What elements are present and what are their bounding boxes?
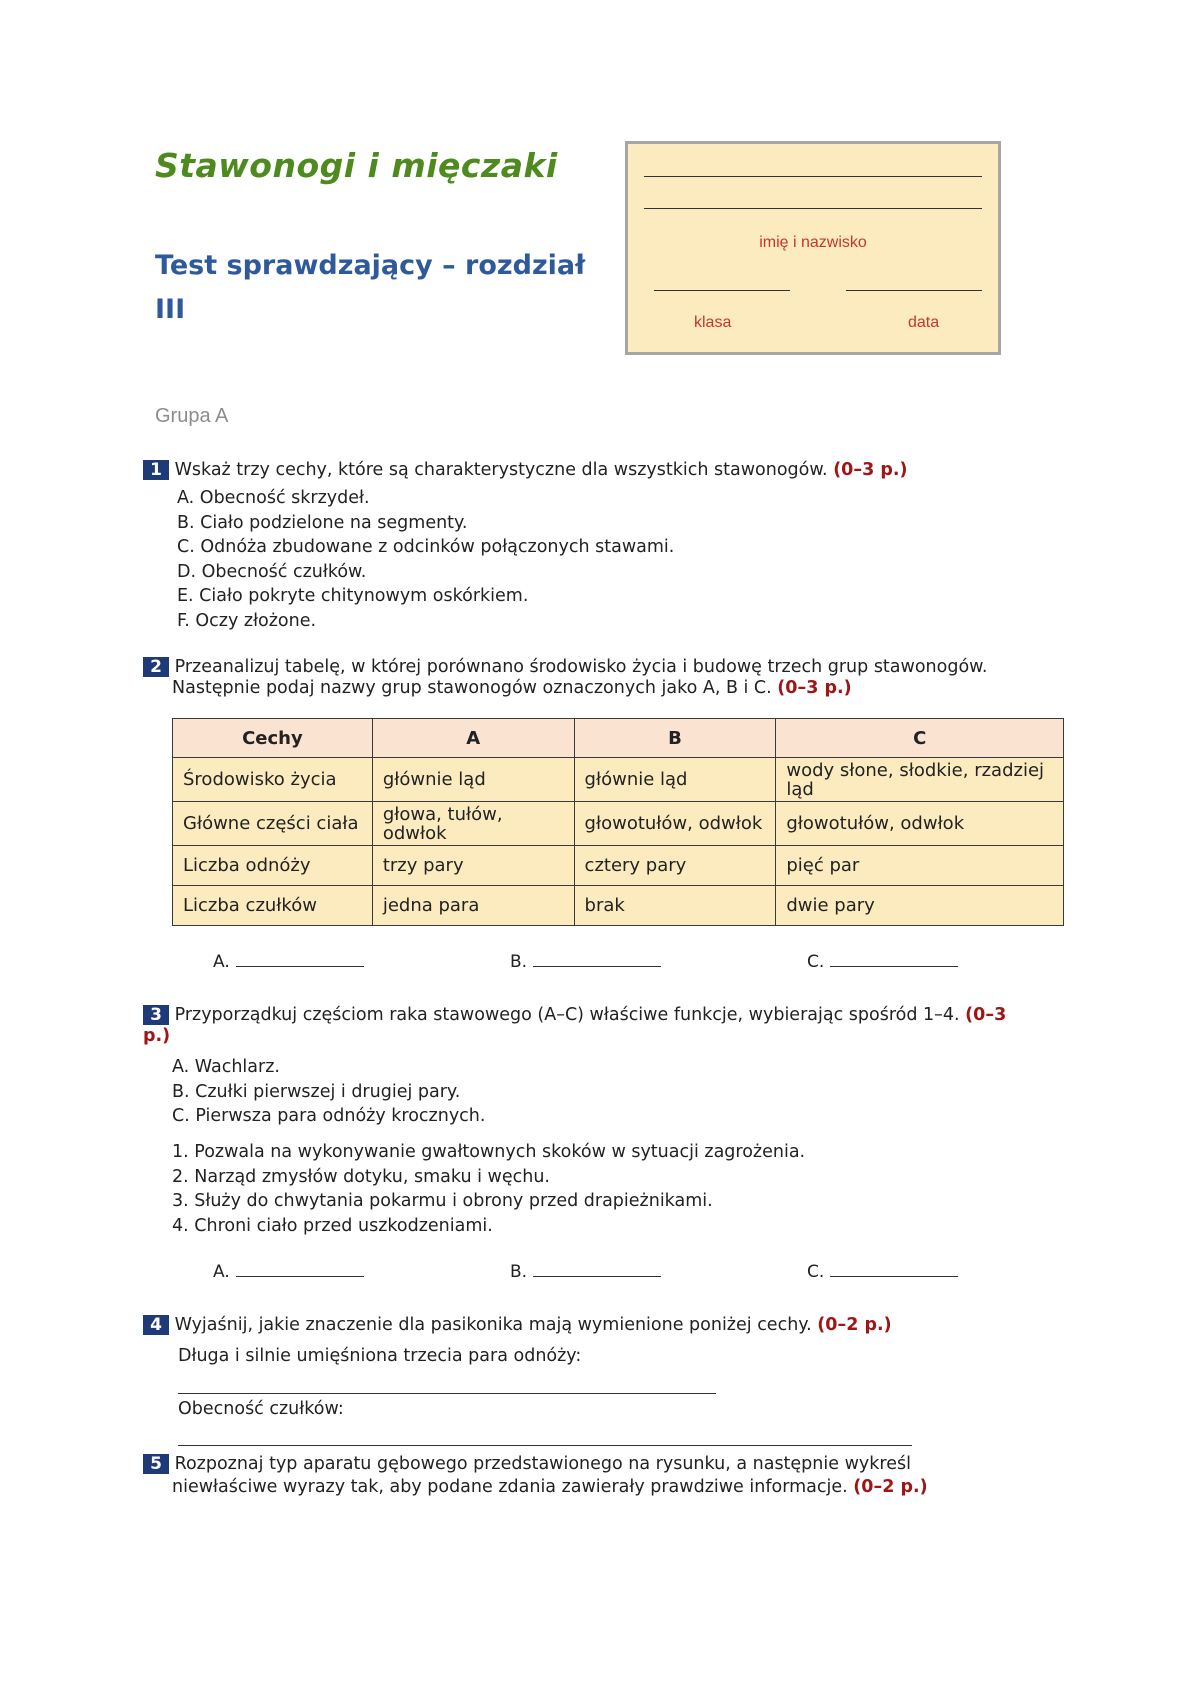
table-cell: Środowisko życia <box>173 758 373 802</box>
option-c[interactable]: C. Odnóża zbudowane z odcinków połączonych stawami. <box>177 537 675 557</box>
answer-label: A. <box>213 1262 230 1282</box>
question-number-badge: 4 <box>143 1315 169 1335</box>
table-cell: głównie ląd <box>372 758 574 802</box>
answer-blank[interactable] <box>236 1260 364 1277</box>
table-cell: głównie ląd <box>574 758 776 802</box>
question-4 <box>143 1314 892 1336</box>
answer-label: B. <box>510 952 528 972</box>
question-5-continued <box>172 1476 928 1498</box>
q4-item-2: Obecność czułków: <box>178 1399 344 1419</box>
table-cell: jedna para <box>372 886 574 926</box>
table-row <box>173 886 1064 926</box>
function-1: 1. Pozwala na wykonywanie gwałtownych skoków w sytuacji zagrożenia. <box>172 1142 806 1162</box>
table-row <box>173 802 1064 846</box>
option-d[interactable]: D. Obecność czułków. <box>177 561 367 582</box>
table-header-cell: Cechy <box>173 719 373 758</box>
answer-label: A. <box>213 952 230 972</box>
answer-blank[interactable] <box>830 1260 958 1277</box>
name-line-2[interactable] <box>644 208 982 209</box>
function-2: 2. Narząd zmysłów dotyku, smaku i węchu. <box>172 1166 550 1187</box>
question-text-line-1: Przeanalizuj tabelę, w której porównano środowisko życia i budowę trzech grup stawonogów. <box>174 657 988 677</box>
question-points: p.) <box>143 1026 171 1046</box>
question-3 <box>143 1004 1006 1026</box>
date-line[interactable] <box>846 290 982 291</box>
answer-line-1[interactable] <box>178 1393 716 1394</box>
answer-field-b[interactable] <box>510 1260 661 1282</box>
table-cell: dwie pary <box>776 886 1064 926</box>
question-points: (0–3 p.) <box>833 460 908 480</box>
arthropod-comparison-table <box>172 718 1064 926</box>
student-info-box <box>625 141 1001 355</box>
question-text: Wskaż trzy cechy, które są charakterystyczne dla wszystkich stawonogów. <box>174 460 828 480</box>
part-b: B. Czułki pierwszej i drugiej pary. <box>172 1081 461 1102</box>
function-3: 3. Służy do chwytania pokarmu i obrony przed drapieżnikami. <box>172 1191 713 1211</box>
worksheet-subtitle: Test sprawdzający – rozdział III <box>155 250 586 325</box>
group-label: Grupa A <box>155 405 229 427</box>
class-label: klasa <box>694 314 732 331</box>
question-1 <box>143 459 908 481</box>
q3-parts <box>172 1055 485 1129</box>
table-row <box>173 846 1064 886</box>
table-cell: Liczba czułków <box>173 886 373 926</box>
table-header-cell: B <box>574 719 776 758</box>
table-header-row <box>173 719 1064 758</box>
table-header-cell: C <box>776 719 1064 758</box>
table-cell: cztery pary <box>574 846 776 886</box>
answer-label: B. <box>510 1262 528 1282</box>
answer-blank[interactable] <box>533 1260 661 1277</box>
part-c: C. Pierwsza para odnóży krocznych. <box>172 1106 486 1126</box>
answer-label: C. <box>807 952 825 972</box>
option-e[interactable]: E. Ciało pokryte chitynowym oskórkiem. <box>177 586 529 606</box>
answer-field-a[interactable] <box>213 1260 364 1282</box>
option-a[interactable]: A. Obecność skrzydeł. <box>177 488 370 508</box>
answer-label: C. <box>807 1262 825 1282</box>
name-line-1[interactable] <box>644 176 982 177</box>
function-4: 4. Chroni ciało przed uszkodzeniami. <box>172 1215 493 1236</box>
table-cell: Główne części ciała <box>173 802 373 846</box>
table-cell: pięć par <box>776 846 1064 886</box>
date-label: data <box>908 314 940 331</box>
q1-options <box>177 486 674 633</box>
q3-functions <box>172 1140 805 1238</box>
question-text: Wyjaśnij, jakie znaczenie dla pasikonika mają wymienione poniżej cechy. <box>174 1315 812 1335</box>
question-text: Przyporządkuj częściom raka stawowego (A–C) właściwe funkcje, wybierając spośród 1–4. <box>174 1005 960 1025</box>
table-cell: trzy pary <box>372 846 574 886</box>
answer-field-a[interactable] <box>213 950 364 972</box>
answer-field-c[interactable] <box>807 950 958 972</box>
question-number-badge: 5 <box>143 1454 169 1474</box>
table-cell: brak <box>574 886 776 926</box>
question-points: (0–2 p.) <box>817 1315 892 1335</box>
table-cell: głowotułów, odwłok <box>574 802 776 846</box>
answer-blank[interactable] <box>533 950 661 967</box>
worksheet-title: Stawonogi i mięczaki <box>155 146 558 185</box>
question-3-points-continued <box>143 1025 170 1047</box>
answer-line-2[interactable] <box>178 1445 912 1446</box>
question-2-continued <box>172 677 852 699</box>
part-a: A. Wachlarz. <box>172 1057 280 1077</box>
question-number-badge: 1 <box>143 460 169 480</box>
q4-item-1: Długa i silnie umięśniona trzecia para odnóży: <box>178 1346 582 1366</box>
table-cell: głowa, tułów, odwłok <box>372 802 574 846</box>
question-5 <box>143 1453 911 1475</box>
question-number-badge: 2 <box>143 657 169 677</box>
option-b[interactable]: B. Ciało podzielone na segmenty. <box>177 512 468 533</box>
option-f[interactable]: F. Oczy złożone. <box>177 610 317 631</box>
table-cell: wody słone, słodkie, rzadziej ląd <box>776 758 1064 802</box>
table-header-cell: A <box>372 719 574 758</box>
question-text-line-2: niewłaściwe wyrazy tak, aby podane zdania zawierały prawdziwe informacje. <box>172 1477 848 1497</box>
answer-field-c[interactable] <box>807 1260 958 1282</box>
name-label: imię i nazwisko <box>759 234 867 251</box>
class-line[interactable] <box>654 290 790 291</box>
answer-blank[interactable] <box>830 950 958 967</box>
table-cell: Liczba odnóży <box>173 846 373 886</box>
question-2 <box>143 656 987 678</box>
question-text-line-2: Następnie podaj nazwy grup stawonogów oznaczonych jako A, B i C. <box>172 678 772 698</box>
table-cell: głowotułów, odwłok <box>776 802 1064 846</box>
question-number-badge: 3 <box>143 1005 169 1025</box>
question-points: (0–3 p.) <box>777 678 852 698</box>
question-points: (0–3 <box>965 1005 1007 1025</box>
question-text-line-1: Rozpoznaj typ aparatu gębowego przedstawionego na rysunku, a następnie wykreśl <box>174 1454 911 1474</box>
table-row <box>173 758 1064 802</box>
question-points: (0–2 p.) <box>853 1477 928 1497</box>
answer-field-b[interactable] <box>510 950 661 972</box>
answer-blank[interactable] <box>236 950 364 967</box>
